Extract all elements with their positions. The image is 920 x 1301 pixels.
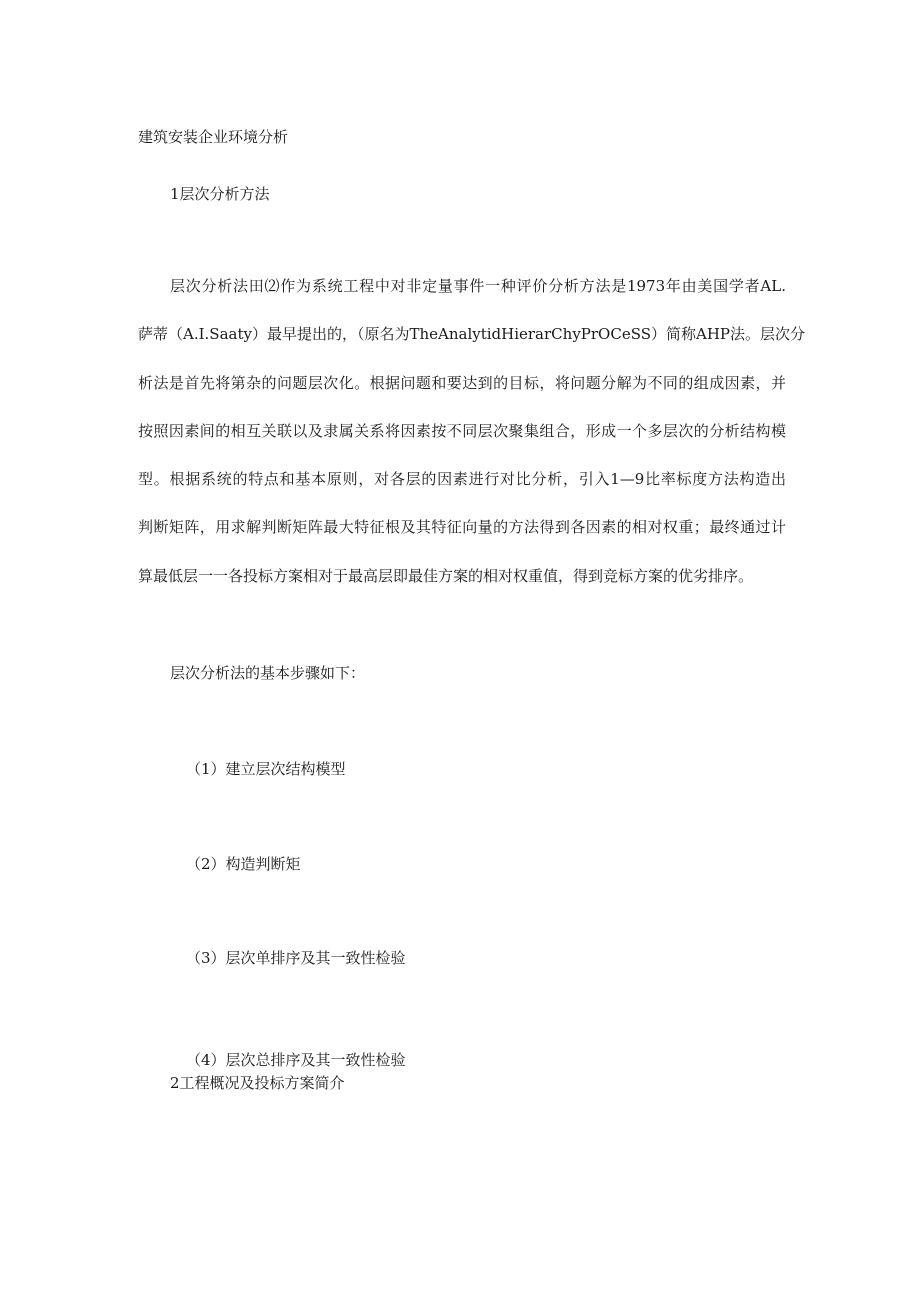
ahp-description-paragraph (138, 277, 805, 615)
steps-intro: 层次分析法的基本步骤如下： (170, 664, 366, 682)
paragraph-line: 萨蒂（A.I.Saaty）最早提出的，（原名为TheAnalytidHierarChyPrOCeSS）简称AHP法。层次分 (138, 325, 805, 344)
step-item-1: （1）建立层次结构模型 (186, 760, 346, 778)
paragraph-line: 算最低层一一各投标方案相对于最高层即最佳方案的相对权重值，得到竞标方案的优劣排序。 (138, 566, 754, 585)
step-item-3: （3）层次单排序及其一致性检验 (186, 949, 406, 967)
paragraph-line: 型。根据系统的特点和基本原则，对各层的因素进行对比分析，引入1—9比率标度方法构造出 (138, 470, 786, 489)
paragraph-line: 判断矩阵，用求解判断矩阵最大特征根及其特征向量的方法得到各因素的相对权重；最终通过计 (138, 518, 786, 537)
section-2-heading: 2工程概况及投标方案简介 (170, 1074, 345, 1092)
paragraph-line: 析法是首先将第杂的问题层次化。根据问题和要达到的目标，将问题分解为不同的组成因素，并 (138, 373, 786, 392)
document-title: 建筑安装企业环境分析 (138, 128, 289, 146)
step-item-4: （4）层次总排序及其一致性检验 (186, 1051, 406, 1069)
section-1-heading: 1层次分析方法 (170, 185, 270, 203)
paragraph-line: 层次分析法田⑵作为系统工程中对非定量事件一种评价分析方法是1973年由美国学者AL. (170, 277, 786, 295)
paragraph-line: 按照因素间的相互关联以及隶属关系将因素按不同层次聚集组合，形成一个多层次的分析结构模 (138, 421, 786, 440)
step-item-2: （2）构造判断矩 (186, 855, 301, 873)
